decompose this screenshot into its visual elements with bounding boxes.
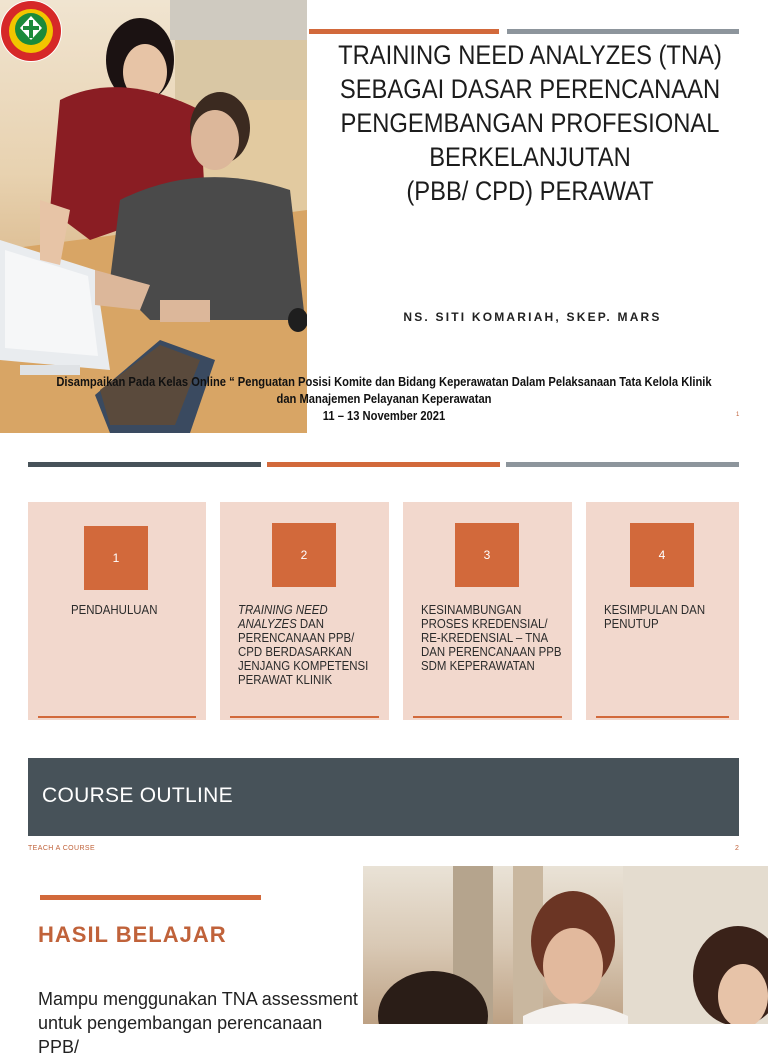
event-caption	[54, 373, 714, 424]
caption-line: 11 – 13 November 2021	[322, 408, 446, 423]
body-text: Mampu menggunakan TNA assessment untuk pengembangan perencanaan PPB/	[38, 989, 358, 1057]
divider-bar-gray	[506, 462, 739, 467]
slide-footer: TEACH A COURSE	[28, 845, 96, 852]
title-line: BERKELANJUTAN	[429, 142, 631, 172]
slide-number: 2	[735, 845, 739, 852]
card-text: KESINAMBUNGAN PROSES KREDENSIAL/ RE-KREDENSIAL – TNA DAN PERENCANAAN PPB SDM KEPERAWATAN	[421, 602, 562, 673]
card-number: 1	[84, 526, 148, 590]
accent-bar-orange	[309, 29, 499, 34]
card-text: PENDAHULUAN	[71, 602, 158, 617]
card-text: KESIMPULAN DAN PENUTUP	[604, 602, 706, 631]
card-text-italic: TRAINING NEED ANALYZES	[238, 602, 328, 631]
divider-bar-dark	[28, 462, 261, 467]
office-photo	[0, 0, 307, 433]
card-underline	[596, 716, 729, 718]
course-outline-banner	[28, 758, 739, 836]
ppni-logo	[0, 0, 62, 62]
slide-number: 1	[736, 412, 740, 418]
card-underline	[413, 716, 562, 718]
card-number: 2	[272, 523, 336, 587]
accent-bar-orange	[40, 895, 261, 900]
title-line: PENGEMBANGAN PROFESIONAL	[340, 108, 720, 138]
card-underline	[38, 716, 196, 718]
title-line: TRAINING NEED ANALYZES (TNA)	[338, 40, 722, 70]
caption-line: Disampaikan Pada Kelas Online “ Penguatan Posisi Komite dan Bidang Keperawatan Dalam Pelaksanaan Tata Kelola Klinik	[56, 374, 712, 389]
caption-line: dan Manajemen Pelayanan Keperawatan	[276, 391, 492, 406]
card-number: 4	[630, 523, 694, 587]
outline-card-4	[586, 502, 739, 720]
accent-bar-gray	[507, 29, 739, 34]
section-heading: HASIL BELAJAR	[38, 922, 227, 947]
card-underline	[230, 716, 379, 718]
banner-title: COURSE OUTLINE	[42, 784, 233, 807]
card-text	[238, 603, 379, 687]
outline-card-3	[403, 502, 572, 720]
author-name: NS. SITI KOMARIAH, SKEP. MARS	[403, 310, 662, 324]
card-number: 3	[455, 523, 519, 587]
card-text-rest: DAN PERENCANAAN PPB/ CPD BERDASARKAN JENJANG KOMPETENSI PERAWAT KLINIK	[238, 616, 369, 687]
title-line: (PBB/ CPD) PERAWAT	[406, 176, 654, 206]
divider-bar-orange	[267, 462, 500, 467]
title-line: SEBAGAI DASAR PERENCANAAN	[339, 74, 721, 104]
outline-card-1	[28, 502, 206, 720]
presentation-title	[336, 38, 723, 208]
students-photo	[363, 866, 768, 1024]
outline-card-2	[220, 502, 389, 720]
